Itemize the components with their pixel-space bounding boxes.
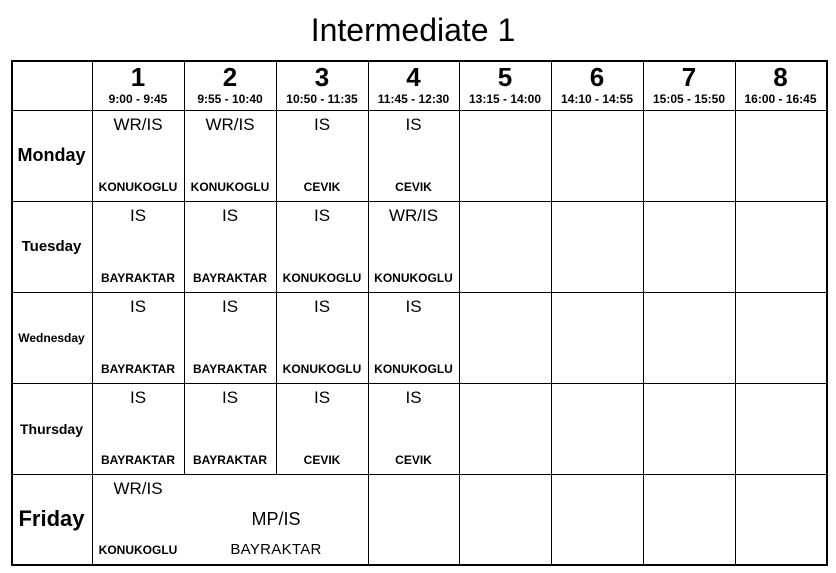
period-time: 13:15 - 14:00 [468,92,542,106]
period-time: 9:55 - 10:40 [197,92,263,106]
lesson-teacher: CEVIK [395,180,432,194]
period-number: 7 [681,62,697,92]
lesson-subject: IS [221,297,239,316]
lesson-teacher: KONUKOGLU [374,271,453,285]
lesson-teacher: CEVIK [395,453,432,467]
column-divider [459,60,460,564]
day-label: Friday [18,506,85,531]
lesson-teacher: KONUKOGLU [282,362,362,376]
lesson-teacher: BAYRAKTAR [192,362,267,376]
lesson-subject: IS [129,297,147,316]
lesson-teacher: BAYRAKTAR [100,453,175,467]
day-label: Monday [17,145,86,165]
lesson-subject: IS [405,297,422,316]
lesson-teacher: BAYRAKTAR [192,271,267,285]
lesson-subject: IS [313,115,331,134]
day-label: Tuesday [21,238,82,255]
row-divider [11,292,826,293]
lesson-subject: IS [221,206,239,225]
lesson-teacher: CEVIK [303,180,341,194]
lesson-teacher: BAYRAKTAR [100,362,175,376]
column-divider [735,60,736,564]
lesson-teacher: KONUKOGLU [98,543,178,557]
lesson-subject: IS [313,388,331,407]
period-time: 9:00 - 9:45 [108,92,168,106]
period-number: 1 [130,62,146,92]
column-divider [551,60,552,564]
lesson-subject: IS [221,388,239,407]
lesson-subject: IS [313,297,331,316]
merged-lesson-subject: MP/IS [251,509,301,529]
table-border-bottom [11,564,828,566]
period-time: 10:50 - 11:35 [286,92,358,106]
column-divider [643,60,644,564]
period-number: 6 [589,62,605,92]
merged-lesson-teacher: BAYRAKTAR [230,541,322,558]
lesson-subject: IS [129,206,147,225]
row-divider [11,110,826,111]
lesson-teacher: KONUKOGLU [374,362,453,376]
lesson-subject: IS [405,388,422,407]
lesson-subject: IS [405,115,422,134]
period-time: 14:10 - 14:55 [560,92,634,106]
lesson-teacher: KONUKOGLU [190,180,270,194]
period-number: 8 [773,62,788,92]
lesson-subject: IS [313,206,331,225]
page-title: Intermediate 1 [310,12,516,48]
lesson-teacher: BAYRAKTAR [100,271,175,285]
row-divider [11,201,826,202]
period-number: 3 [314,62,330,92]
day-label: Wednesday [18,330,85,345]
period-number: 5 [497,62,513,92]
lesson-subject: WR/IS [388,206,439,225]
row-divider [11,474,826,475]
lesson-subject: IS [129,388,147,407]
period-number: 4 [406,62,421,92]
day-label: Thursday [19,420,83,437]
period-time: 16:00 - 16:45 [744,92,817,106]
lesson-subject: WR/IS [113,479,163,498]
row-divider [11,383,826,384]
lesson-teacher: CEVIK [303,453,341,467]
period-time: 11:45 - 12:30 [377,92,450,106]
lesson-subject: WR/IS [205,115,255,134]
period-time: 15:05 - 15:50 [652,92,726,106]
table-border-right [826,60,828,566]
period-number: 2 [222,62,238,92]
lesson-teacher: KONUKOGLU [282,271,362,285]
lesson-teacher: KONUKOGLU [98,180,178,194]
lesson-teacher: BAYRAKTAR [192,453,267,467]
lesson-subject: WR/IS [113,115,163,134]
